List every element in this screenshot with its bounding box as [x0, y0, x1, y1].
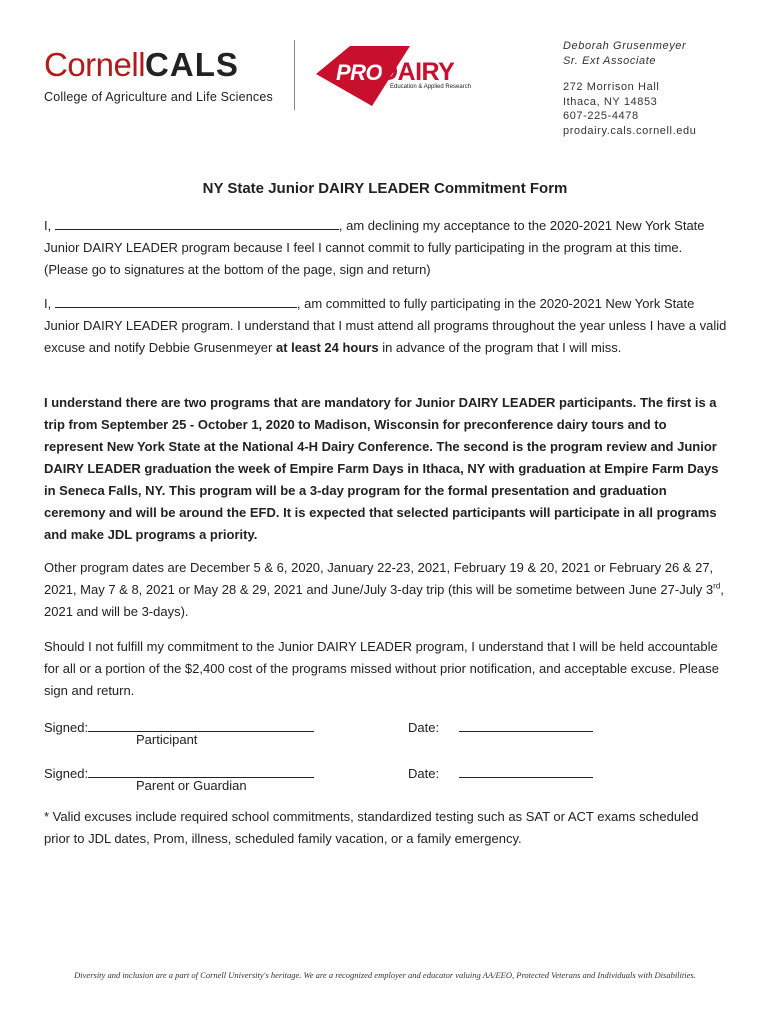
participant-date-row — [408, 716, 593, 735]
cornell-cals-logo — [44, 48, 273, 104]
guardian-date-row — [408, 762, 593, 781]
guardian-signature-line[interactable] — [88, 762, 314, 778]
cornell-wordmark — [44, 48, 273, 81]
guardian-caption: Parent or Guardian — [136, 778, 247, 793]
logo-divider — [294, 40, 295, 110]
contact-web: prodairy.cals.cornell.edu — [563, 124, 697, 137]
participant-date-line[interactable] — [459, 716, 593, 732]
decline-prefix: I, — [44, 218, 52, 233]
dates-sup: rd — [713, 581, 721, 591]
contact-street: 272 Morrison Hall — [563, 81, 660, 93]
commit-text-1: , am committed to fully participating in the 2020-2021 New York State Junior DAIRY LEADER program. I understand that I must attend all programs throughout the year unless I have a valid excuse and notify Debbie Grusenmeyer — [44, 296, 727, 355]
participant-caption: Participant — [136, 732, 198, 747]
signed-label: Signed: — [44, 766, 89, 781]
guardian-date-line[interactable] — [459, 762, 593, 778]
decline-text: , am declining my acceptance to the 2020-2021 New York State Junior DAIRY LEADER program because I feel I cannot commit to fully participating in the program at this time. (Please go to signatures at the bottom of the page, sign and return) — [44, 218, 705, 277]
prodairy-dairy-text: DAIRY — [380, 58, 455, 86]
prodairy-pro-text: PRO — [336, 60, 383, 85]
contact-name: Deborah Grusenmeyer — [563, 40, 687, 52]
commit-paragraph — [44, 292, 728, 359]
contact-block — [563, 39, 696, 138]
commit-prefix: I, — [44, 296, 52, 311]
mandatory-paragraph: I understand there are two programs that are mandatory for Junior DAIRY LEADER participants. The first is a trip from September 25 - October 1, 2020 to Madison, Wisconsin for preconference dairy tours and to represent New York State at the National 4-H Dairy Conference. The second is the program review and Junior DAIRY LEADER graduation the week of Empire Farm Days in Ithaca, NY with graduation at Empire Farm Days in Seneca Falls, NY. This program will be a 3-day program for the formal presentation and graduation ceremony and will be around the EFD. It is expected that selected participants will participate in all programs and make JDL programs a priority. — [44, 395, 719, 542]
contact-city: Ithaca, NY 14853 — [563, 95, 658, 108]
cornell-word: Cornell — [44, 46, 146, 83]
commit-bold: at least 24 hours — [275, 340, 379, 355]
accountable-paragraph: Should I not fulfill my commitment to the Junior DAIRY LEADER program, I understand that I will be held accountable for all or a portion of the $2,400 cost of the programs missed without prior notification, and acceptable excuse. Please sign and return. — [44, 639, 719, 698]
decline-paragraph — [44, 214, 728, 281]
cals-word: CALS — [145, 46, 239, 83]
excuses-note: * Valid excuses include required school commitments, standardized testing such as SAT or ACT exams scheduled prior to JDL dates, Prom, illness, scheduled family vacation, or a family emergency. — [44, 809, 699, 846]
signed-label: Signed: — [44, 720, 89, 735]
commit-name-blank[interactable] — [55, 292, 297, 308]
dates-text-1: Other program dates are December 5 & 6, 2020, January 22-23, 2021, February 19 & 20, 2021 or February 26 & 27, 2021, May 7 & 8, 2021 or May 28 & 29, 2021 and June/July 3-day trip (this will be sometime between June 27-July 3 — [44, 560, 714, 597]
date-label: Date: — [408, 720, 440, 735]
commit-text-2: in advance of the program that I will miss. — [378, 340, 622, 355]
prodairy-logo — [314, 44, 474, 108]
footer-statement: Diversity and inclusion are a part of Cornell University's heritage. We are a recognized employer and educator valuing AA/EEO, Protected Veterans and Individuals with Disabilities. — [74, 970, 696, 980]
prodairy-tagline: Education & Applied Research — [390, 84, 472, 90]
contact-phone: 607-225-4478 — [563, 110, 639, 122]
cornell-subtitle: College of Agriculture and Life Sciences — [44, 90, 273, 104]
date-label: Date: — [408, 766, 440, 781]
participant-signature-line[interactable] — [88, 716, 314, 732]
dates-paragraph — [44, 557, 728, 623]
contact-role: Sr. Ext Associate — [563, 54, 657, 67]
dates-text-2: , 2021 and will be 3-days). — [44, 582, 724, 619]
decline-name-blank[interactable] — [55, 214, 339, 230]
form-title: NY State Junior DAIRY LEADER Commitment Form — [202, 180, 568, 197]
